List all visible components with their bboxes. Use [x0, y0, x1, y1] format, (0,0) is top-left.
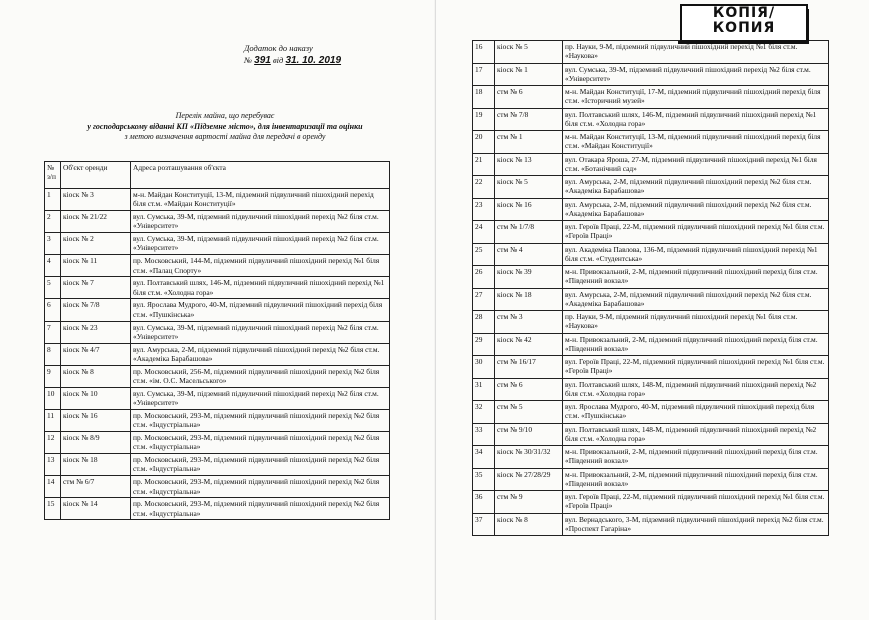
row-number: 4 — [45, 255, 61, 277]
annex-number: 391 — [254, 55, 271, 66]
document-heading — [60, 111, 390, 143]
row-object: стм № 7/8 — [495, 108, 563, 131]
row-address: вул. Полтавський шлях, 148-М, підземний підвуличний пішохідний перехід №2 біля ст.м. «Холодна гора» — [563, 378, 829, 401]
row-address: м-н. Майдан Конституції, 13-М, підземний підвуличний пішохідний перехід біля ст.м. «Майдан Конституції» — [131, 189, 390, 211]
row-object: кіоск № 14 — [61, 498, 131, 520]
table-row — [473, 446, 829, 469]
row-address: вул. Сумська, 39-М, підземний підвуличний пішохідний перехід №2 біля ст.м. «Університет» — [131, 387, 390, 409]
row-address: вул. Отакара Яроша, 27-М, підземний підвуличний пішохідний перехід №1 біля ст.м. «Ботанічний сад» — [563, 153, 829, 176]
table-row — [45, 498, 390, 520]
row-number: 8 — [45, 343, 61, 365]
row-number: 14 — [45, 476, 61, 498]
row-object: кіоск № 3 — [61, 189, 131, 211]
row-address: вул. Полтавський шлях, 146-М, підземний підвуличний пішохідний перехід №1 біля ст.м. «Холодна гора» — [131, 277, 390, 299]
row-object: стм № 6 — [495, 86, 563, 109]
row-object: стм № 1/7/8 — [495, 221, 563, 244]
row-number: 3 — [45, 233, 61, 255]
row-address: пр. Науки, 9-М, підземний підвуличний пішохідний перехід №1 біля ст.м. «Наукова» — [563, 311, 829, 334]
row-number: 16 — [473, 41, 495, 64]
row-number: 5 — [45, 277, 61, 299]
row-object: кіоск № 23 — [61, 321, 131, 343]
table-row — [473, 153, 829, 176]
table-row — [473, 333, 829, 356]
table-row — [45, 255, 390, 277]
row-object: кіоск № 5 — [495, 176, 563, 199]
annex-title: Додаток до наказу — [244, 43, 313, 53]
table-row — [473, 266, 829, 289]
table-row — [473, 423, 829, 446]
row-number: 21 — [473, 153, 495, 176]
table-row — [473, 221, 829, 244]
row-address: пр. Науки, 9-М, підземний підвуличний пішохідний перехід №1 біля ст.м. «Наукова» — [563, 41, 829, 64]
row-object: стм № 9 — [495, 491, 563, 514]
row-object: кіоск № 8 — [495, 513, 563, 536]
table-row — [473, 378, 829, 401]
property-table-right — [472, 40, 829, 536]
row-object: кіоск № 30/31/32 — [495, 446, 563, 469]
table-header-row — [45, 162, 390, 189]
row-address: вул. Сумська, 39-М, підземний підвуличний пішохідний перехід №2 біля ст.м. «Університет» — [131, 321, 390, 343]
row-number: 13 — [45, 454, 61, 476]
row-number: 7 — [45, 321, 61, 343]
row-object: стм № 3 — [495, 311, 563, 334]
table-row — [45, 277, 390, 299]
row-number: 25 — [473, 243, 495, 266]
table-row — [473, 356, 829, 379]
row-address: вул. Сумська, 39-М, підземний підвуличний пішохідний перехід №2 біля ст.м. «Університет» — [131, 211, 390, 233]
row-number: 22 — [473, 176, 495, 199]
table-row — [473, 243, 829, 266]
row-address: пр. Московський, 256-М, підземний підвуличний пішохідний перехід №2 біля ст.м. «ім. О.С. Масельського» — [131, 365, 390, 387]
row-number: 34 — [473, 446, 495, 469]
row-object: стм № 1 — [495, 131, 563, 154]
row-number: 36 — [473, 491, 495, 514]
row-number: 17 — [473, 63, 495, 86]
row-address: м-н. Майдан Конституції, 17-М, підземний підвуличний пішохідний перехід біля ст.м. «Історичний музей» — [563, 86, 829, 109]
row-address: вул. Героїв Праці, 22-М, підземний підвуличний пішохідний перехід №1 біля ст.м. «Героїв Праці» — [563, 221, 829, 244]
row-address: м-н. Привокзальний, 2-М, підземний підвуличний пішохідний перехід біля ст.м. «Південний вокзал» — [563, 266, 829, 289]
table-row — [473, 198, 829, 221]
row-object: кіоск № 8 — [61, 365, 131, 387]
heading-line-3: з метою визначення вартості майна для передачі в оренду — [124, 132, 326, 141]
row-number: 29 — [473, 333, 495, 356]
stamp-line-2: КОПИЯ — [712, 20, 776, 36]
row-number: 35 — [473, 468, 495, 491]
row-number: 18 — [473, 86, 495, 109]
row-object: кіоск № 18 — [61, 454, 131, 476]
annex-reference — [244, 42, 341, 67]
row-address: пр. Московський, 293-М, підземний підвуличний пішохідний перехід №2 біля ст.м. «Індустріальна» — [131, 498, 390, 520]
annex-date: 31. 10. 2019 — [285, 55, 342, 66]
property-table-left — [44, 161, 390, 520]
row-object: стм № 4 — [495, 243, 563, 266]
table-row — [45, 211, 390, 233]
stamp-line-1: КОПІЯ/ — [712, 5, 776, 21]
row-address: м-н. Привокзальний, 2-М, підземний підвуличний пішохідний перехід біля ст.м. «Південний вокзал» — [563, 333, 829, 356]
row-address: вул. Полтавський шлях, 146-М, підземний підвуличний пішохідний перехід №1 біля ст.м. «Холодна гора» — [563, 108, 829, 131]
row-object: кіоск № 1 — [495, 63, 563, 86]
row-object: стм № 16/17 — [495, 356, 563, 379]
row-address: вул. Сумська, 39-М, підземний підвуличний пішохідний перехід №2 біля ст.м. «Університет» — [563, 63, 829, 86]
row-address: вул. Амурська, 2-М, підземний підвуличний пішохідний перехід №2 біля ст.м. «Академіка Барабашова» — [131, 343, 390, 365]
row-number: 10 — [45, 387, 61, 409]
annex-number-prefix: № — [244, 55, 253, 65]
row-object: кіоск № 13 — [495, 153, 563, 176]
row-object: кіоск № 5 — [495, 41, 563, 64]
row-object: стм № 9/10 — [495, 423, 563, 446]
table-row — [45, 454, 390, 476]
table-row — [473, 468, 829, 491]
table-row — [473, 108, 829, 131]
row-address: вул. Амурська, 2-М, підземний підвуличний пішохідний перехід №2 біля ст.м. «Академіка Барабашова» — [563, 198, 829, 221]
heading-line-2: у господарському віданні КП «Підземне місто», для інвентаризації та оцінки — [87, 121, 363, 131]
row-address: пр. Московський, 144-М, підземний підвуличний пішохідний перехід №1 біля ст.м. «Палац Спорту» — [131, 255, 390, 277]
row-number: 24 — [473, 221, 495, 244]
row-object: кіоск № 7 — [61, 277, 131, 299]
row-object: кіоск № 16 — [495, 198, 563, 221]
table-row — [473, 86, 829, 109]
row-object: кіоск № 7/8 — [61, 299, 131, 321]
row-number: 9 — [45, 365, 61, 387]
row-object: кіоск № 27/28/29 — [495, 468, 563, 491]
row-number: 20 — [473, 131, 495, 154]
row-number: 30 — [473, 356, 495, 379]
row-object: кіоск № 10 — [61, 387, 131, 409]
header-address: Адреса розташування об'єкта — [131, 162, 390, 189]
row-number: 28 — [473, 311, 495, 334]
row-address: вул. Ярослава Мудрого, 40-М, підземний підвуличний пішохідний перехід біля ст.м. «Пушкінська» — [131, 299, 390, 321]
table-row — [473, 491, 829, 514]
annex-date-prefix: від — [272, 55, 284, 65]
row-number: 2 — [45, 211, 61, 233]
row-address: вул. Амурська, 2-М, підземний підвуличний пішохідний перехід №2 біля ст.м. «Академіка Барабашова» — [563, 176, 829, 199]
table-row — [473, 131, 829, 154]
row-number: 37 — [473, 513, 495, 536]
row-address: вул. Сумська, 39-М, підземний підвуличний пішохідний перехід №2 біля ст.м. «Університет» — [131, 233, 390, 255]
row-object: кіоск № 11 — [61, 255, 131, 277]
table-row — [473, 288, 829, 311]
row-address: вул. Полтавський шлях, 148-М, підземний підвуличний пішохідний перехід №2 біля ст.м. «Холодна гора» — [563, 423, 829, 446]
row-address: пр. Московський, 293-М, підземний підвуличний пішохідний перехід №2 біля ст.м. «Індустріальна» — [131, 454, 390, 476]
row-number: 19 — [473, 108, 495, 131]
row-number: 6 — [45, 299, 61, 321]
header-object: Об'єкт оренди — [61, 162, 131, 189]
table-row — [473, 176, 829, 199]
table-row — [45, 409, 390, 431]
right-page — [435, 0, 869, 620]
row-object: кіоск № 16 — [61, 409, 131, 431]
row-object: кіоск № 18 — [495, 288, 563, 311]
row-address: пр. Московський, 293-М, підземний підвуличний пішохідний перехід №2 біля ст.м. «Індустріальна» — [131, 432, 390, 454]
row-number: 32 — [473, 401, 495, 424]
row-address: вул. Академіка Павлова, 136-М, підземний підвуличний пішохідний перехід №1 біля ст.м. «Студентська» — [563, 243, 829, 266]
table-row — [45, 299, 390, 321]
table-row — [473, 513, 829, 536]
row-object: стм № 5 — [495, 401, 563, 424]
table-row — [45, 321, 390, 343]
row-number: 15 — [45, 498, 61, 520]
heading-line-1: Перелік майна, що перебуває — [175, 111, 275, 120]
row-address: пр. Московський, 293-М, підземний підвуличний пішохідний перехід №2 біля ст.м. «Індустріальна» — [131, 476, 390, 498]
header-num: № з/п — [45, 162, 61, 189]
table-row — [45, 476, 390, 498]
row-object: кіоск № 39 — [495, 266, 563, 289]
table-row — [45, 233, 390, 255]
row-address: вул. Героїв Праці, 22-М, підземний підвуличний пішохідний перехід №1 біля ст.м. «Героїв Праці» — [563, 491, 829, 514]
row-address: м-н. Привокзальний, 2-М, підземний підвуличний пішохідний перехід біля ст.м. «Південний вокзал» — [563, 446, 829, 469]
row-address: вул. Ярослава Мудрого, 40-М, підземний підвуличний пішохідний перехід біля ст.м. «Пушкінська» — [563, 401, 829, 424]
row-address: вул. Героїв Праці, 22-М, підземний підвуличний пішохідний перехід №1 біля ст.м. «Героїв Праці» — [563, 356, 829, 379]
row-object: кіоск № 42 — [495, 333, 563, 356]
row-number: 31 — [473, 378, 495, 401]
table-row — [45, 387, 390, 409]
left-page — [0, 0, 434, 620]
row-number: 11 — [45, 409, 61, 431]
row-number: 33 — [473, 423, 495, 446]
table-row — [473, 401, 829, 424]
table-row — [45, 365, 390, 387]
row-number: 27 — [473, 288, 495, 311]
table-row — [45, 189, 390, 211]
copy-stamp — [680, 4, 808, 42]
annex-number-date — [244, 54, 341, 67]
row-number: 12 — [45, 432, 61, 454]
row-address: вул. Амурська, 2-М, підземний підвуличний пішохідний перехід №2 біля ст.м. «Академіка Барабашова» — [563, 288, 829, 311]
row-number: 26 — [473, 266, 495, 289]
row-object: кіоск № 4/7 — [61, 343, 131, 365]
table-row — [473, 311, 829, 334]
row-object: стм № 6 — [495, 378, 563, 401]
table-row — [45, 343, 390, 365]
row-number: 23 — [473, 198, 495, 221]
row-object: кіоск № 2 — [61, 233, 131, 255]
table-row — [45, 432, 390, 454]
row-address: вул. Вернадського, 3-М, підземний підвуличний пішохідний перехід №2 біля ст.м. «Проспект Гагаріна» — [563, 513, 829, 536]
table-row — [473, 63, 829, 86]
row-object: стм № 6/7 — [61, 476, 131, 498]
row-address: пр. Московський, 293-М, підземний підвуличний пішохідний перехід №2 біля ст.м. «Індустріальна» — [131, 409, 390, 431]
row-object: кіоск № 8/9 — [61, 432, 131, 454]
row-object: кіоск № 21/22 — [61, 211, 131, 233]
row-address: м-н. Майдан Конституції, 13-М, підземний підвуличний пішохідний перехід біля ст.м. «Майдан Конституції» — [563, 131, 829, 154]
row-address: м-н. Привокзальний, 2-М, підземний підвуличний пішохідний перехід біля ст.м. «Південний вокзал» — [563, 468, 829, 491]
row-number: 1 — [45, 189, 61, 211]
